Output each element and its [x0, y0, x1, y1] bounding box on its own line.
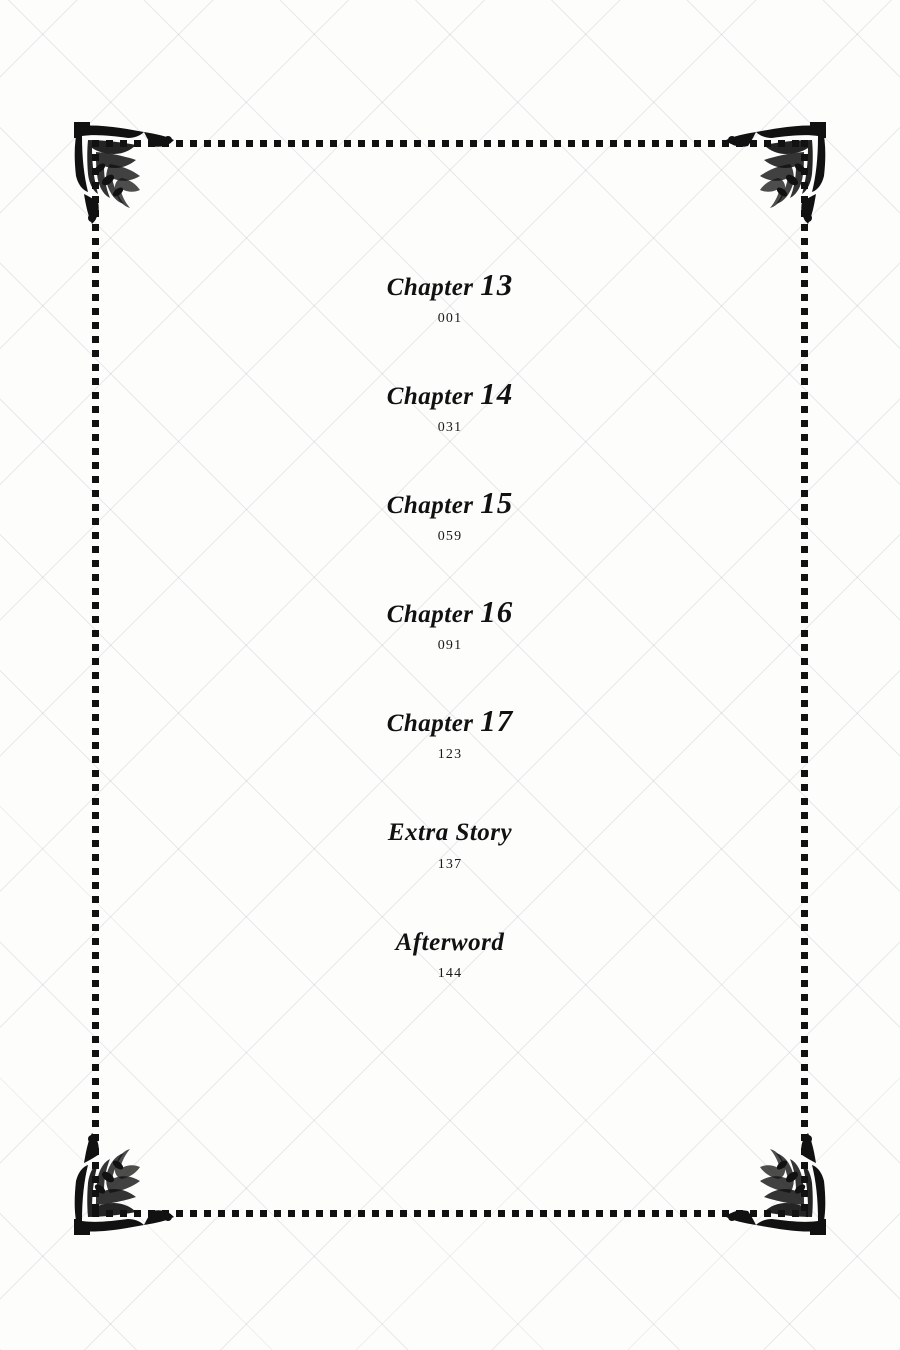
toc-entry-label: Chapter	[386, 274, 481, 301]
toc-entry-page: 137	[437, 856, 463, 872]
toc-entry-number: 15	[480, 485, 514, 521]
toc-entry-title	[92, 813, 808, 847]
toc-entry-title	[92, 923, 808, 957]
toc-entry-label: Afterword	[395, 928, 505, 956]
toc-entry[interactable]	[92, 704, 808, 763]
toc-entry-label: Chapter	[386, 710, 481, 738]
toc-entry-page: 001	[437, 311, 463, 327]
toc-entry[interactable]	[92, 377, 808, 436]
toc-entry-number: 16	[480, 594, 514, 630]
toc-entry-title	[92, 377, 808, 411]
toc-entry[interactable]	[92, 923, 808, 982]
toc-entry-title	[92, 268, 808, 302]
toc-entry[interactable]	[92, 486, 808, 545]
toc-entry-page: 059	[437, 529, 463, 545]
toc-entry[interactable]	[92, 268, 808, 327]
toc-entry[interactable]	[92, 813, 808, 872]
toc-entry-number: 14	[480, 376, 514, 412]
toc-entry-label: Extra Story	[387, 819, 513, 847]
toc-entry-number: 17	[480, 703, 514, 739]
toc-entry-title	[92, 595, 808, 629]
toc-entry-page: 031	[437, 420, 463, 436]
toc-entry-title	[92, 704, 808, 738]
toc-entry-title	[92, 486, 808, 520]
toc-entry-label: Chapter	[386, 601, 481, 629]
toc-entry-page: 091	[437, 638, 463, 654]
toc-entry-label: Chapter	[386, 383, 481, 411]
toc-entry-page: 123	[437, 747, 463, 763]
table-of-contents	[92, 140, 808, 1217]
toc-entry-label: Chapter	[386, 492, 481, 520]
toc-entry-page: 144	[437, 965, 463, 981]
toc-entry-number: 13	[480, 267, 514, 302]
toc-entry[interactable]	[92, 595, 808, 654]
